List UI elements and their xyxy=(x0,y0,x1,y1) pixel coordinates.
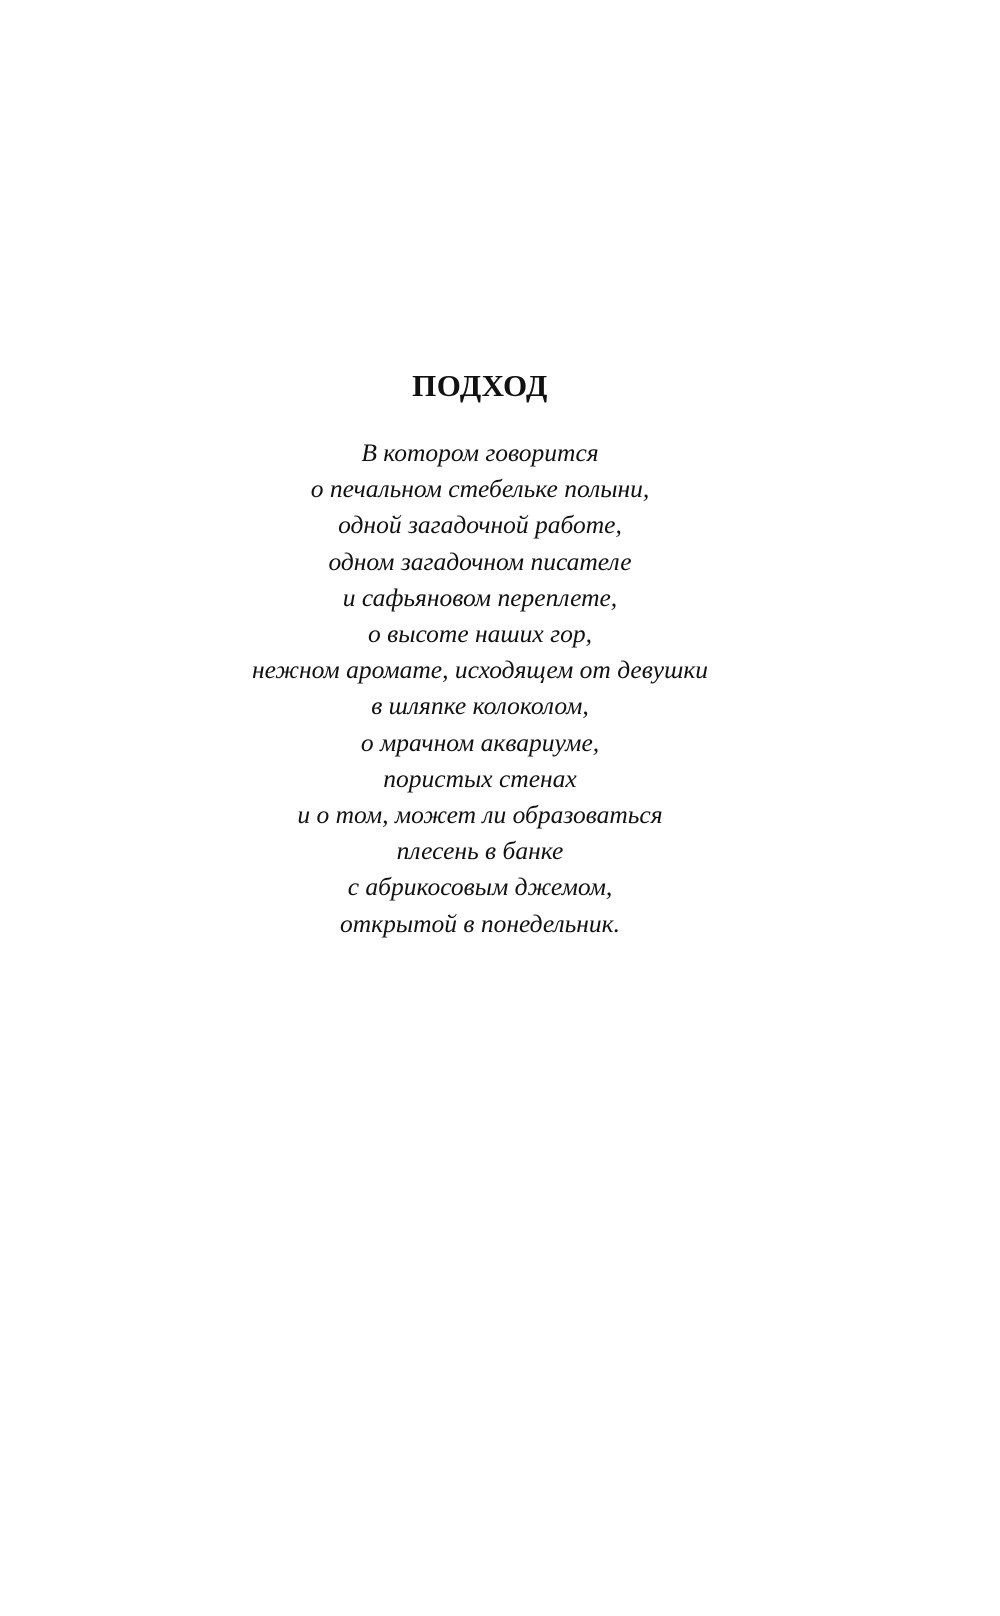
summary-line: в шляпке колоколом, xyxy=(371,691,589,721)
summary-line: пористых стенах xyxy=(383,763,577,793)
summary-line: и сафьяновом переплете, xyxy=(342,582,618,612)
summary-line: с абрикосовым джемом, xyxy=(347,872,613,902)
summary-line: плесень в банке xyxy=(396,836,564,866)
summary-line: одном загадочном писателе xyxy=(328,546,632,576)
chapter-opening xyxy=(0,368,960,942)
summary-line: одной загадочной работе, xyxy=(338,510,622,540)
summary-line: нежном аромате, исходящем от девушки xyxy=(251,655,709,685)
summary-line: о высоте наших гор, xyxy=(368,619,592,649)
chapter-summary xyxy=(0,435,960,942)
summary-line: открытой в понедельник. xyxy=(339,908,620,938)
summary-line: о мрачном аквариуме, xyxy=(360,727,600,757)
summary-line: о печальном стебельке полыни, xyxy=(310,474,650,504)
summary-line: В котором говорится xyxy=(361,438,599,467)
summary-line: и о том, может ли образоваться xyxy=(297,800,663,830)
chapter-title: ПОДХОД xyxy=(412,368,548,403)
